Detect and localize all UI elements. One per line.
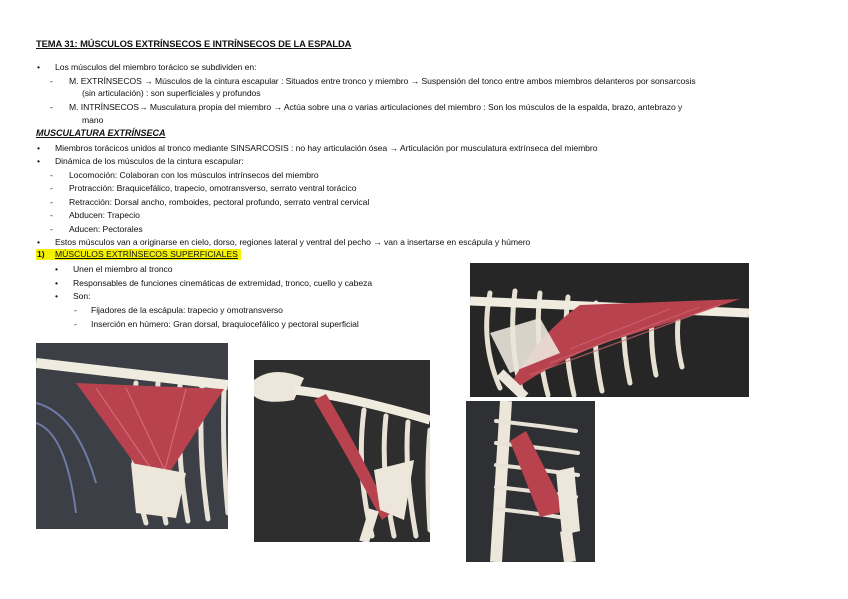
extrinseca-bullet-3: Estos músculos van a originarse en cielo, dorso, regiones lateral y ventral del pecho → van a insertarse en escápula y húmero (55, 237, 531, 247)
dash-marker: - (50, 224, 53, 234)
intro-extrinsecos-line2: (sin articulación) : son superficiales y profundos (82, 88, 261, 98)
dash-marker: - (74, 305, 77, 315)
bullet-marker: • (55, 278, 59, 288)
bullet-marker: • (37, 237, 41, 247)
dash-marker: - (50, 170, 53, 180)
superficiales-item-1: Unen el miembro al tronco (73, 264, 173, 274)
bullet-marker: • (55, 291, 59, 301)
anatomy-image-braquicefalico (254, 360, 430, 542)
dinamica-item-protraccion: Protracción: Braquicefálico, trapecio, omotransverso, serrato ventral torácico (69, 183, 357, 193)
superficiales-subitem-fijadores: Fijadores de la escápula: trapecio y omotransverso (91, 305, 283, 315)
dinamica-item-locomocion: Locomoción: Colaboran con los músculos intrínsecos del miembro (69, 170, 319, 180)
anatomy-image-pectoral (466, 401, 595, 562)
dash-marker: - (50, 210, 53, 220)
extrinseca-bullet-1: Miembros torácicos unidos al tronco mediante SINSARCOSIS : no hay articulación ósea → Articulación por musculatura extrínseca del miembro (55, 143, 598, 153)
dash-marker: - (74, 319, 77, 329)
page-title: TEMA 31: MÚSCULOS EXTRÍNSECOS E INTRÍNSECOS DE LA ESPALDA (36, 38, 352, 49)
dinamica-item-abducen: Abducen: Trapecio (69, 210, 140, 220)
anatomy-image-trapecio (36, 343, 228, 529)
intro-intrinsecos-line2: mano (82, 115, 104, 125)
superficiales-heading: MÚSCULOS EXTRÍNSECOS SUPERFICIALES (55, 249, 238, 259)
intro-lead: Los músculos del miembro torácico se subdividen en: (55, 62, 257, 72)
dash-marker: - (50, 183, 53, 193)
dinamica-item-retraccion: Retracción: Dorsal ancho, romboides, pectoral profundo, serrato ventral cervical (69, 197, 370, 207)
intro-extrinsecos-line1: M. EXTRÍNSECOS → Músculos de la cintura escapular : Situados entre tronco y miembro → Suspensión del tonco entre ambos miembros delanteros por sonsarcosis (69, 76, 696, 86)
bullet-marker: • (37, 143, 41, 153)
superficiales-item-2: Responsables de funciones cinemáticas de extremidad, tronco, cuello y cabeza (73, 278, 373, 288)
superficiales-subitem-insercion: Inserción en húmero: Gran dorsal, braquiocefálico y pectoral superficial (91, 319, 359, 329)
bullet-marker: • (55, 264, 59, 274)
section-title: MUSCULATURA EXTRÍNSECA (36, 128, 166, 138)
dash-marker: - (50, 102, 53, 112)
superficiales-item-3: Son: (73, 291, 91, 301)
intro-intrinsecos-line1: M. INTRÍNSECOS→ Musculatura propia del miembro → Actúa sobre una o varias articulaciones del miembro : Son los músculos de la espalda, brazo, antebrazo y (69, 102, 683, 112)
dash-marker: - (50, 197, 53, 207)
anatomy-image-dorsal-lateral (470, 263, 749, 397)
bullet-marker: • (37, 62, 41, 72)
number-marker: 1) (37, 249, 45, 259)
extrinseca-bullet-2: Dinámica de los músculos de la cintura escapular: (55, 156, 244, 166)
dash-marker: - (50, 76, 53, 86)
dinamica-item-aducen: Aducen: Pectorales (69, 224, 143, 234)
bullet-marker: • (37, 156, 41, 166)
